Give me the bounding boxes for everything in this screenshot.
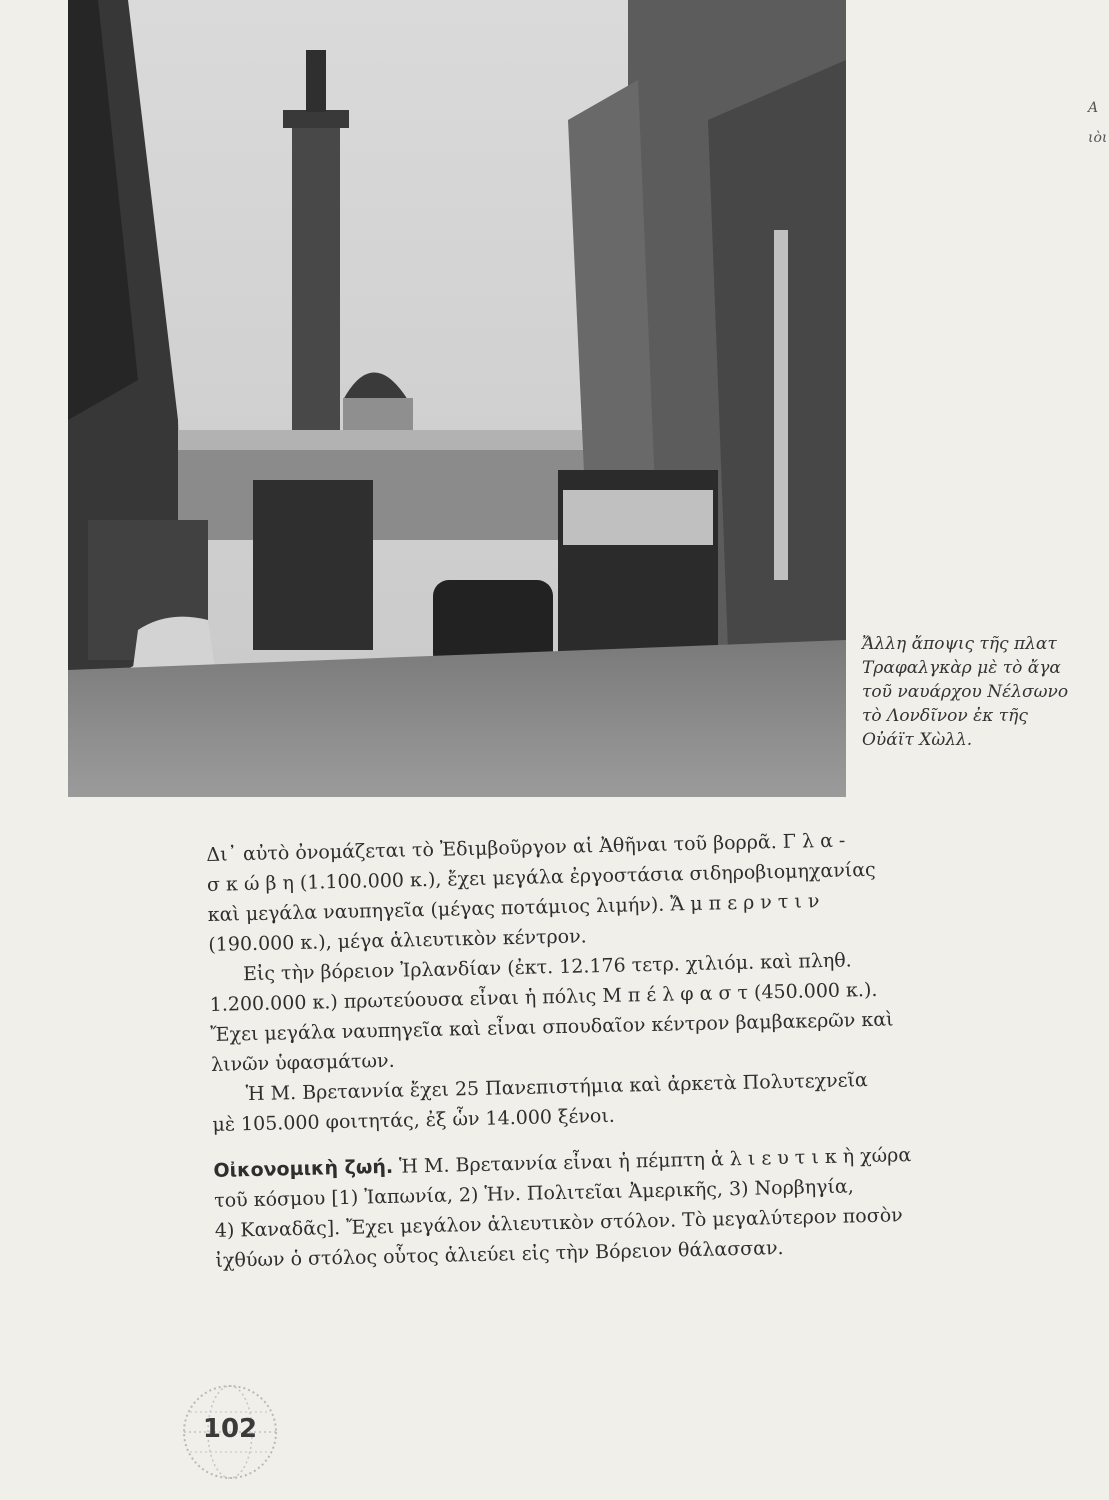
text-line: Εἰς τὴν βόρειον Ἰρλανδίαν (ἐκτ. 12.176 τετρ. χιλιόμ. καὶ πληθ.	[242, 949, 852, 986]
text-line: 4) Καναδᾶς]. Ἔχει μεγάλον ἁλιευτικὸν στόλον. Τὸ μεγαλύτερον ποσὸν	[214, 1204, 903, 1242]
photo-illustration	[68, 0, 846, 797]
text-line: σ κ ώ β η (1.100.000 κ.), ἔχει μεγάλα ἐργοστάσια σιδηροβιομηχανίας	[206, 858, 876, 896]
text-line: μὲ 105.000 φοιτητάς, ἐξ ὧν 14.000 ξένοι.	[212, 1104, 616, 1136]
caption-line: τὸ Λονδῖνον ἐκ τῆς	[862, 706, 1028, 726]
photo-caption	[862, 632, 1102, 752]
page-number: 102	[202, 1414, 258, 1444]
paragraph-2	[209, 941, 1042, 1080]
text-span: Ἡ Μ. Βρεταννία εἶναι ἡ πέμπτη ἁ λ ι ε υ τ ι κ ὴ χώρα	[398, 1144, 912, 1178]
text-line: 1.200.000 κ.) πρωτεύουσα εἶναι ἡ πόλις Μ π έ λ φ α σ τ (450.000 κ.).	[209, 978, 878, 1016]
paragraph-4	[213, 1137, 1046, 1276]
text-line: Δι᾽ αὐτὸ ὀνομάζεται τὸ Ἐδιμβοῦργον αἱ Ἀθῆναι τοῦ βορρᾶ. Γ λ α -	[206, 829, 846, 866]
text-line: (190.000 κ.), μέγα ἁλιευτικὸν κέντρον.	[208, 925, 587, 956]
margin-fragment-2: ιὸι	[1088, 130, 1108, 146]
caption-line: Οὐάϊτ Χὼλλ.	[862, 730, 973, 750]
text-line: λινῶν ὑφασμάτων.	[210, 1049, 395, 1076]
text-line: Ἡ Μ. Βρεταννία ἔχει 25 Πανεπιστήμια καὶ ἀρκετὰ Πολυτεχνεῖα	[245, 1069, 868, 1106]
street-photograph	[68, 0, 846, 797]
margin-fragment-1: Α	[1088, 100, 1099, 116]
caption-line: τοῦ ναυάρχου Νέλσωνο	[862, 682, 1069, 702]
section-heading: Οἰκονομικὴ ζωή.	[213, 1155, 394, 1182]
text-line: καὶ μεγάλα ναυπηγεῖα (μέγας ποτάμιος λιμήν). Ἄ μ π ε ρ ν τ ι ν	[207, 890, 820, 926]
caption-line: Ἄλλη ἄποψις τῆς πλατ	[862, 634, 1057, 654]
text-line: ἰχθύων ὁ στόλος οὗτος ἁλιεύει εἰς τὴν Βόρειον θάλασσαν.	[215, 1237, 784, 1272]
body-text	[206, 821, 1046, 1276]
paragraph-1	[206, 821, 1039, 960]
text-line: τοῦ κόσμου [1) Ἰαπωνία, 2) Ἡν. Πολιτεῖαι Ἀμερικῆς, 3) Νορβηγία,	[213, 1175, 855, 1212]
text-line: Ἔχει μεγάλα ναυπηγεῖα καὶ εἶναι σπουδαῖον κέντρον βαμβακερῶν καὶ	[210, 1008, 894, 1046]
page-number-badge	[176, 1378, 284, 1486]
caption-line: Τραφαλγκὰρ μὲ τὸ ἄγα	[862, 658, 1061, 678]
